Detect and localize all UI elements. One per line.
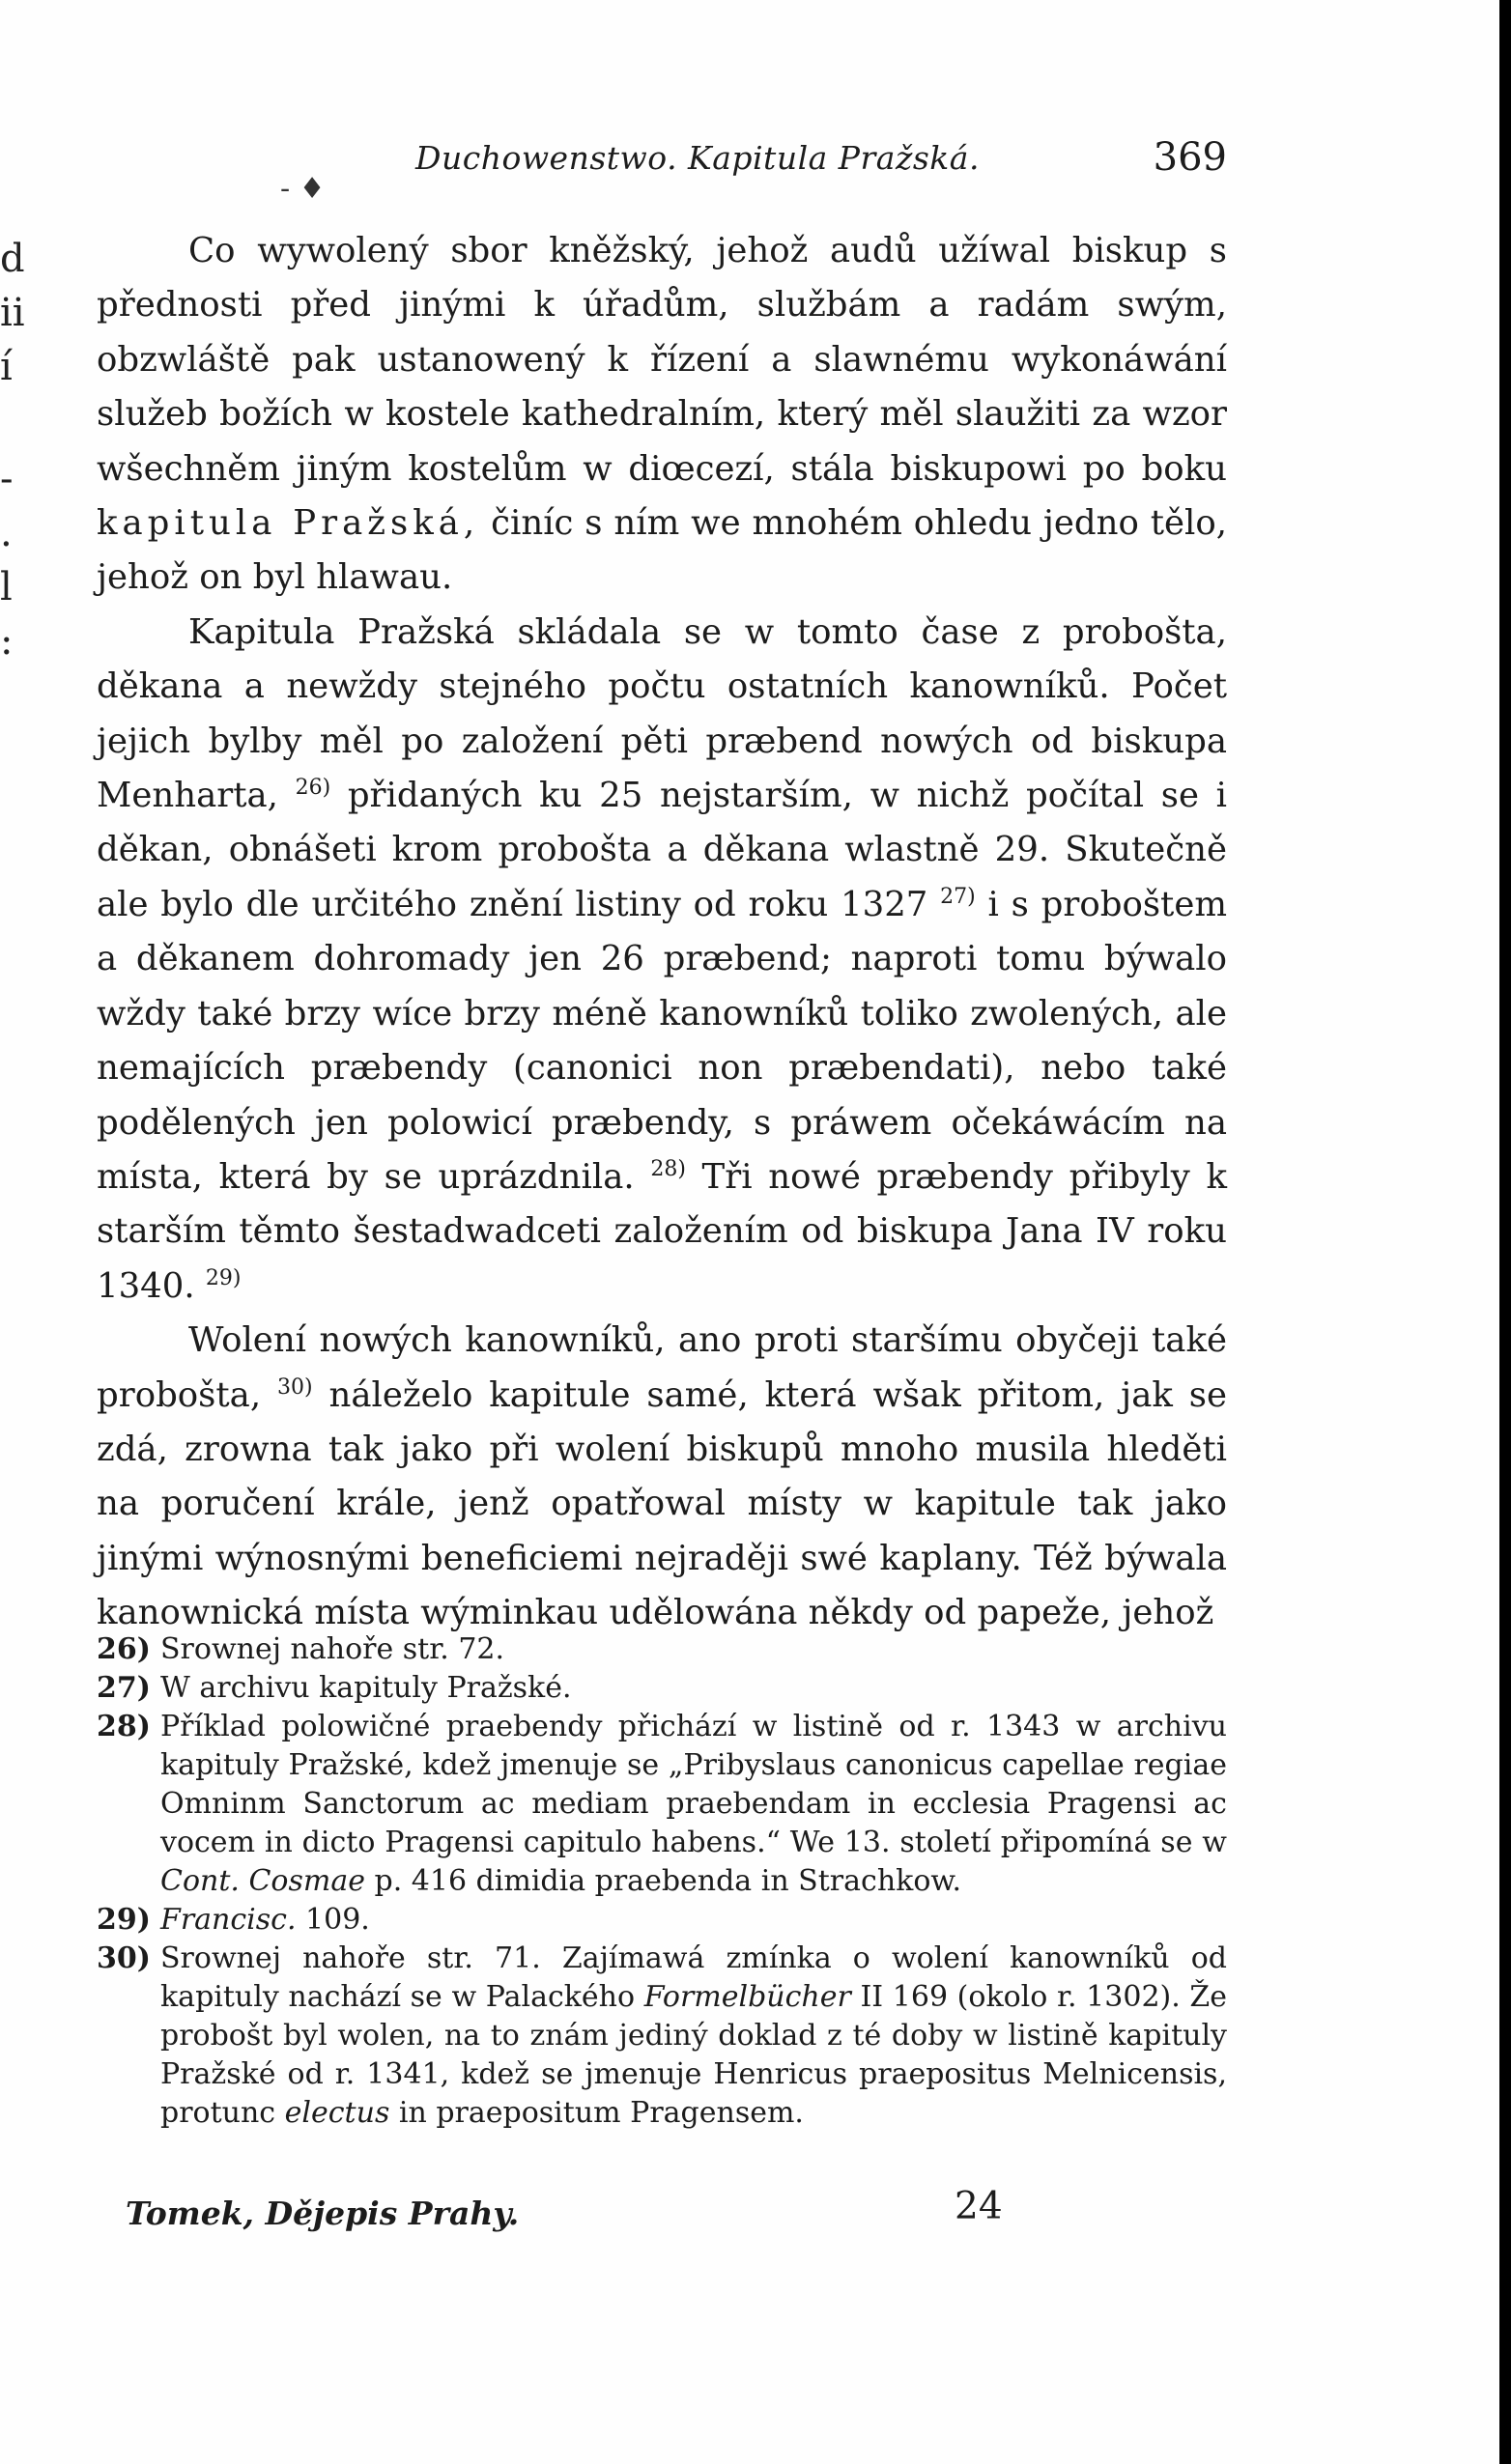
margin-fragment: l [0,565,13,609]
footnote [97,1669,1227,1708]
footnote-ref: 28) [650,1157,686,1182]
margin-fragment: í [0,345,13,389]
footnote-text: Srownej nahoře str. 72. [160,1632,505,1666]
page-number: 369 [1153,135,1227,180]
book-signature: Tomek, Dějepis Prahy. [126,2195,520,2232]
running-head: Duchowenstwo. Kapitula Pražská. [415,139,980,177]
footnote [97,1901,1227,1940]
body-text [97,224,1227,1641]
margin-fragment: : [0,619,14,664]
footnote-text: Srownej nahoře str. 71. Zajímawá zmínka o wolení kanowníků od kapituly nachází se w Palackého Formelbücher II 169 (okolo r. 1302). Že probošt byl wolen, na to znám jediný doklad z té doby w listině kapituly Pražské od r. 1341, kdež se jmenuje Henricus praepositus Melnicensis, protunc electus in praepositum Pragensem. [160,1941,1227,2130]
footnote-ref: 30) [277,1374,313,1400]
page-header [97,135,1227,193]
margin-fragment: d [0,237,25,281]
page-footer [126,2185,1092,2239]
footnote [97,1708,1227,1901]
facing-page-fragments [0,232,29,668]
footnote-ref: 26) [295,776,331,801]
stray-mark: - ♦ [280,172,326,206]
paragraph: Kapitula Pražská skládala se w tomto čase z probošta, děkana a newždy stejného počtu ostatních kanowníků. Počet jejich bylby měl po založení pěti præbend nowých od biskupa Menharta, $^{26)}$ přidaných ku 25 nejstarším, w nichž počítal se i děkan, obnášeti krom probošta a děkana wlastně 29. Skutečně ale bylo dle určitého znění listiny od roku 1327 $^{27)}$ i s proboštem a děkanem dohromady jen 26 præbend; naproti tomu býwalo wždy také brzy wíce brzy méně kanowníků toliko zwolených, ale nemajících præbendy (canonici non præbendati), nebo také podělených jen polowicí præbendy, s práwem očekáwácím na místa, která by se uprázdnila. $^{28)}$ Tři nowé præbendy přibyly k starším těmto šestadwadceti založením od biskupa Jana IV roku 1340. $^{29)}$ [97,611,1227,1306]
footnote [97,1940,1227,2133]
footnote-text: W archivu kapituly Pražské. [160,1671,572,1705]
footnote-mark: 27) [97,1671,151,1705]
footnote-text: Francisc. 109. [160,1903,370,1937]
footnote-mark: 26) [97,1632,151,1666]
footnote [97,1630,1227,1669]
footnote-ref: 27) [940,885,976,910]
footnote-mark: 29) [97,1903,151,1937]
footnote-mark: 28) [97,1710,151,1743]
footnotes [97,1630,1227,2133]
paragraph: Wolení nowých kanowníků, ano proti staršímu obyčeji také probošta, $^{30)}$ náleželo kapitule samé, která wšak přitom, jak se zdá, zrowna tak jako při wolení biskupů mnoho musila hleděti na poručení krále, jenž opatřowal místy w kapitule tak jako jinými wýnosnými beneficiemi nejraději swé kaplany. Též býwala kanownická místa wýminkau udělowána někdy od papeže, jehož [97,1320,1228,1633]
signature-number: 24 [955,2185,1003,2228]
margin-fragment: . [0,511,13,555]
margin-fragment: - [0,457,14,501]
footnote-text: Příklad polowičné praebendy přichází w listině od r. 1343 w archivu kapituly Pražské, kdež jmenuje se „Pribyslaus canonicus capellae regiae Omninm Sanctorum ac mediam praebendam in ecclesia Pragensi ac vocem in dicto Pragensi capitulo habens.“ We 13. století připomíná se w Cont. Cosmae p. 416 dimidia praebenda in Strachkow. [160,1710,1227,1898]
footnote-ref: 29) [205,1265,242,1290]
scan-border [1499,0,1511,2464]
margin-fragment: ii [0,291,25,335]
paragraph: Co wywolený sbor kněžský, jehož audů užíwal biskup s přednosti před jinými k úřadům, službám a radám swým, obzwláště pak ustanowený k řízení a slawnému wykonáwání služeb božích w kostele kathedralním, který měl slaužiti za wzor wšechněm jiným kostelům w diœcezí, stála biskupowi po boku kapitula Pražská, činíc s ním we mnohém ohledu jedno tělo, jehož on byl hlawau. [97,231,1227,598]
footnote-mark: 30) [97,1941,151,1975]
